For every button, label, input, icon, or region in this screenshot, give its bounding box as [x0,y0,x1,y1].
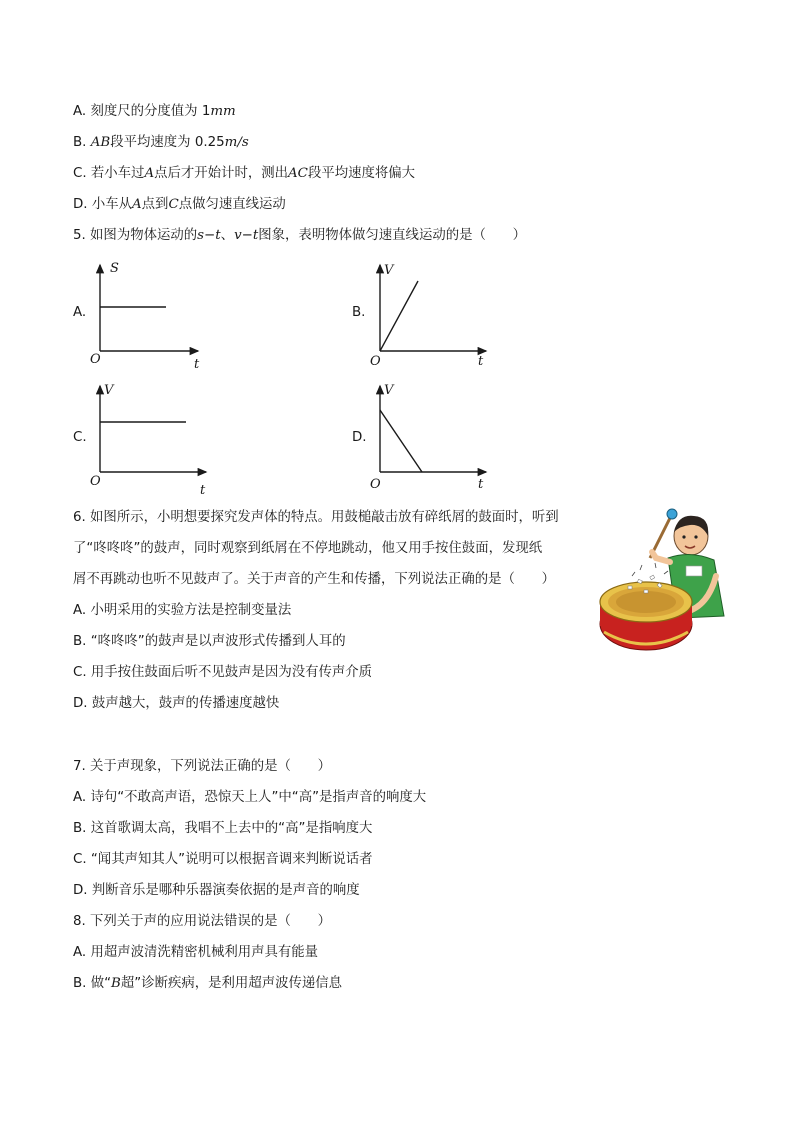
q5-graph-b-label: B. [352,305,366,320]
graph-line [380,410,422,472]
q5-graph-b [368,257,493,372]
q5-stem-t2: t [252,228,259,243]
graph-line [380,281,418,351]
q5-stem-v: v [234,228,242,243]
q5-stem-sep: 、 [220,228,235,243]
q6-option-c: C. 用手按住鼓面后听不见鼓声是因为没有传声介质 [73,665,373,680]
origin-label: O [90,352,101,367]
q7-option-a: A. 诗句“不敢高声语，恐惊天上人”中“高”是指声音的响度大 [73,790,427,805]
q6-option-a: A. 小明采用的实验方法是控制变量法 [73,603,292,618]
q5-stem [73,226,526,246]
x-axis-label: t [478,354,484,369]
y-axis-label: V [384,383,394,398]
q5-graph-a-label: A. [73,305,87,320]
q7-option-c: C. “闻其声知其人”说明可以根据音调来判断说话者 [73,852,373,867]
q4-option-c-var-ac: AC [288,166,308,181]
q4-option-a-unit: mm [210,104,236,119]
q4-option-c [73,164,415,184]
q5-stem-dash1: − [204,228,216,243]
q6-option-d: D. 鼓声越大，鼓声的传播速度越快 [73,696,280,711]
q8-option-b-suffix: 超”诊断疾病，是利用超声波传递信息 [120,976,343,991]
origin-label: O [370,477,381,492]
q7-stem: 7. 关于声现象，下列说法正确的是（ ） [73,759,332,774]
q4-option-d [73,195,286,215]
x-axis-label: t [200,483,206,498]
q4-option-c-mid: 点后才开始计时，测出 [154,166,289,181]
q4-option-d-mid: 点到 [141,197,169,212]
x-axis-label: t [194,357,200,372]
q6-stem-line1: 6. 如图所示，小明想要探究发声体的特点。用鼓槌敲击放有碎纸屑的鼓面时，听到 [73,510,559,525]
q4-option-d-prefix: D. 小车从 [73,197,132,212]
q4-option-c-prefix: C. 若小车过 [73,166,145,181]
q5-graph-d [368,380,493,498]
q5-graph-a [88,257,213,372]
q8-stem: 8. 下列关于声的应用说法错误的是（ ） [73,914,332,929]
q6-stem-line2: 了“咚咚咚”的鼓声，同时观察到纸屑在不停地跳动，他又用手按住鼓面，发现纸 [73,541,543,556]
x-axis-label: t [478,477,484,492]
q4-option-d-suffix: 点做匀速直线运动 [178,197,286,212]
q4-option-d-var-c: C [168,197,179,212]
q8-option-b-prefix: B. 做“ [73,976,112,991]
q4-option-b-prefix: B. [73,135,91,150]
q4-option-b-text: 段平均速度为 0.25 [110,135,225,150]
q4-option-b-unit: m/s [224,135,249,150]
q4-option-c-var-a: A [144,166,155,181]
q5-stem-suffix: 图象，表明物体做匀速直线运动的是（ ） [258,228,527,243]
q6-stem-line3: 屑不再跳动也听不见鼓声了。关于声音的产生和传播，下列说法正确的是（ ） [73,572,556,587]
q4-option-a [73,102,236,122]
q7-option-b: B. 这首歌调太高，我唱不上去中的“高”是指响度大 [73,821,373,836]
boy-drum-illustration [598,506,726,660]
q5-graph-c-label: C. [73,430,87,445]
q5-stem-t1: t [215,228,221,243]
q5-stem-prefix: 5. 如图为物体运动的 [73,228,198,243]
q4-option-b-var: AB [90,135,111,150]
q4-option-d-var-a: A [132,197,142,212]
q5-graph-d-label: D. [352,430,367,445]
q4-option-c-suffix: 段平均速度将偏大 [307,166,416,181]
q5-stem-dash2: − [241,228,253,243]
q8-option-a: A. 用超声波清洗精密机械利用声具有能量 [73,945,319,960]
q8-option-b-var: B [111,976,121,991]
q5-stem-s: s [197,228,205,243]
origin-label: O [90,474,101,489]
q4-option-b [73,133,249,153]
y-axis-label: V [104,383,114,398]
q7-option-d: D. 判断音乐是哪种乐器演奏依据的是声音的响度 [73,883,360,898]
y-axis-label: V [384,263,394,278]
q8-option-b [73,974,342,994]
q6-option-b: B. “咚咚咚”的鼓声是以声波形式传播到人耳的 [73,634,346,649]
y-axis-label: S [110,261,119,276]
q5-graph-c [88,380,213,498]
q4-option-a-text: A. 刻度尺的分度值为 1 [73,104,211,119]
origin-label: O [370,354,381,369]
